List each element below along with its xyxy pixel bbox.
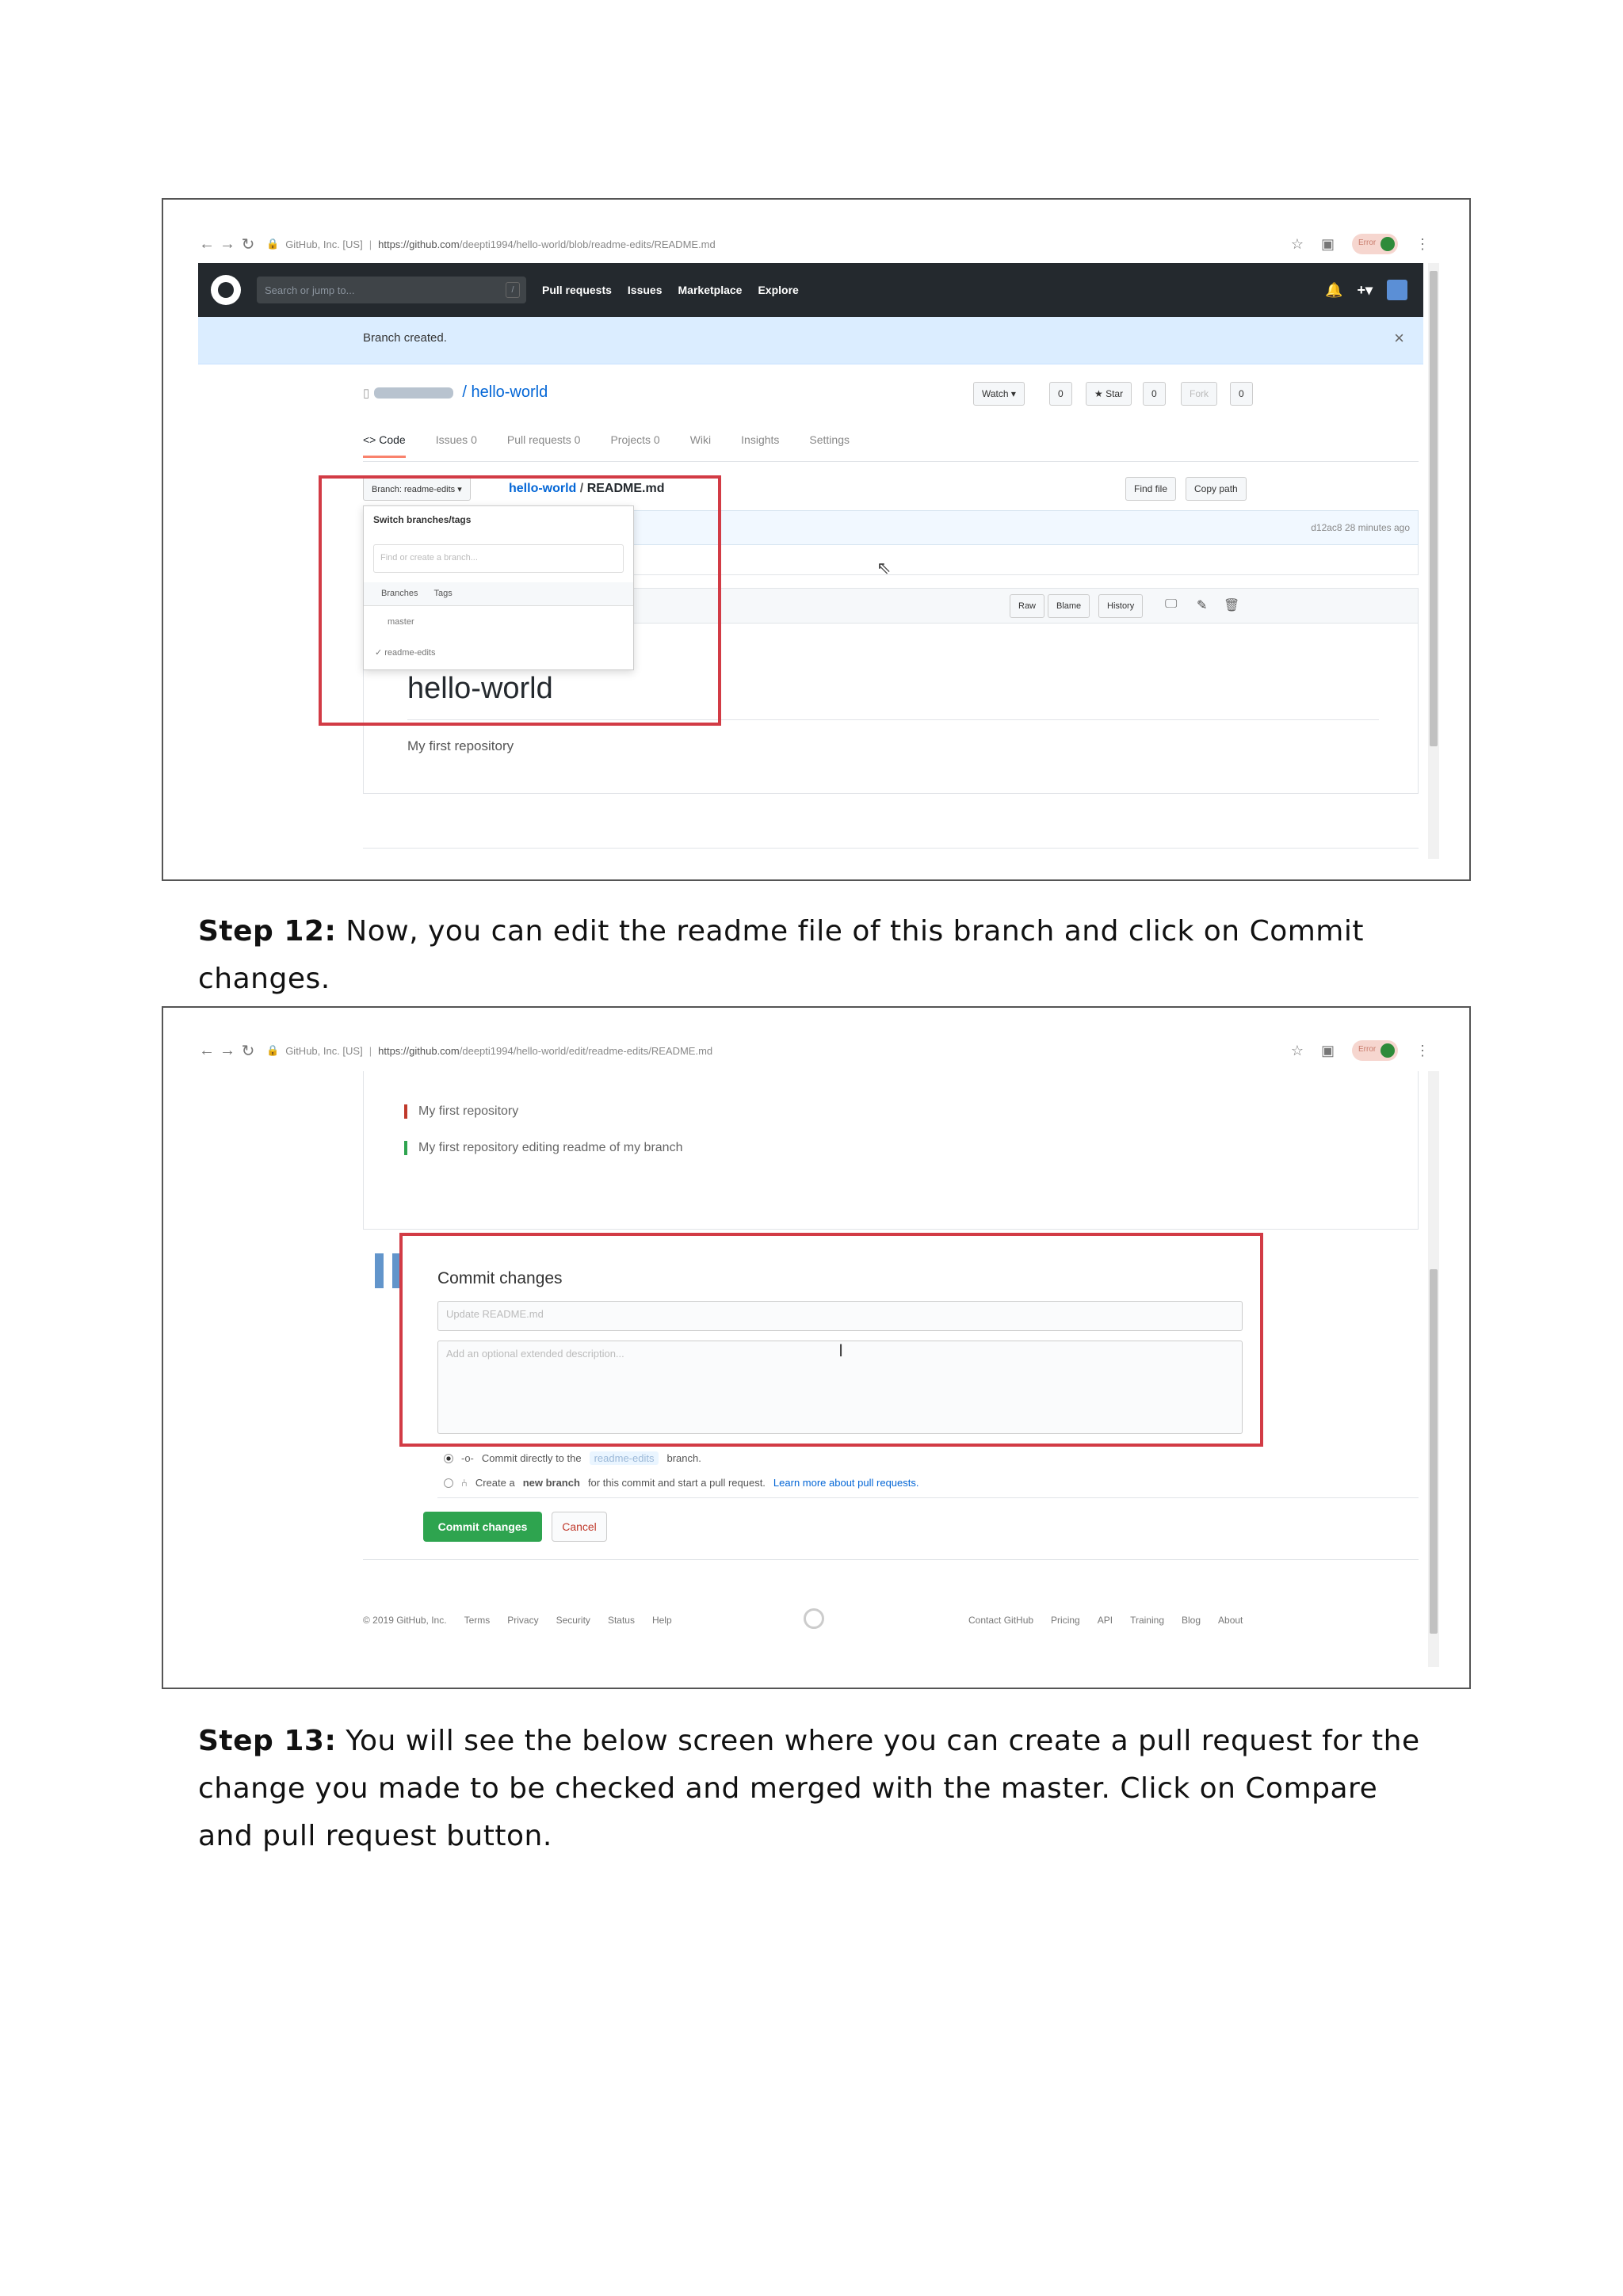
browser-actions [1291,234,1430,254]
git-pull-request-icon: ⑃ [461,1477,468,1489]
copy-path-button[interactable]: Copy path [1186,477,1247,501]
search-shortcut-key: / [506,282,520,298]
branch-item-readme-edits[interactable]: ✓ readme-edits [375,648,436,658]
option-new-suffix: for this commit and start a pull request. [587,1477,766,1489]
flash-banner [198,317,1423,364]
footer-copyright: © 2019 GitHub, Inc. [363,1615,447,1626]
text-cursor-icon: I [838,1341,844,1360]
profile-avatar [1381,1043,1395,1058]
footer-left-links [363,1615,672,1626]
footer-blog[interactable]: Blog [1182,1615,1201,1626]
radio-new-branch[interactable] [444,1478,453,1488]
step-13-body: You will see the below screen where you can create a pull request for the change you made to be checked and merged with the master. Click on Compare and pull request button. [198,1725,1420,1852]
diff-line-added: My first repository editing readme of my branch [404,1141,682,1155]
nav-pull-requests[interactable]: Pull requests [542,284,612,296]
forward-arrow-icon[interactable]: → [220,235,235,253]
option-new-prefix: Create a [475,1477,515,1489]
star-bookmark-icon[interactable]: ☆ [1290,1042,1304,1058]
header-actions [1325,280,1407,300]
fork-count[interactable]: 0 [1230,382,1253,406]
github-mark-icon[interactable] [804,1608,824,1629]
form-bottom-divider [437,1497,1419,1498]
back-arrow-icon[interactable]: ← [199,1041,215,1059]
option-commit-direct[interactable] [444,1451,701,1465]
profile-avatar [1381,237,1395,251]
header-nav [542,284,799,296]
star-bookmark-icon[interactable]: ☆ [1290,235,1304,252]
url-host: https://github.com [378,1044,460,1057]
desktop-icon[interactable]: 🖵 [1165,597,1178,611]
github-logo-icon[interactable] [211,275,241,305]
footer-privacy[interactable]: Privacy [507,1615,539,1626]
diff-line-removed: My first repository [404,1104,518,1119]
commit-summary-input[interactable]: Update README.md [437,1301,1243,1331]
repo-icon: ▯ [363,387,370,400]
radio-commit-direct[interactable] [444,1454,453,1463]
tab-pull-requests[interactable]: Pull requests 0 [506,433,581,446]
highlight-box-commit [399,1233,1263,1447]
find-file-button[interactable]: Find file [1125,477,1176,501]
step-13-text [198,1718,1434,1860]
readme-body: My first repository [407,738,514,753]
scrollbar-thumb[interactable] [1430,271,1438,746]
profile-label: Error [1358,1045,1377,1054]
tab-settings[interactable]: Settings [809,433,850,446]
create-plus-icon[interactable]: +▾ [1357,281,1373,298]
dropdown-tab-tags[interactable]: Tags [433,589,453,598]
step-13-label: Step 13: [198,1725,337,1757]
address-bar[interactable] [258,232,1275,256]
watch-count[interactable]: 0 [1049,382,1072,406]
footer-help[interactable]: Help [651,1615,672,1626]
browser-toolbar [197,1033,1430,1068]
star-count[interactable]: 0 [1143,382,1166,406]
nav-issues[interactable]: Issues [627,284,663,296]
tab-code[interactable]: <> Code [363,433,406,458]
footer-security[interactable]: Security [556,1615,590,1626]
footer-terms[interactable]: Terms [464,1615,491,1626]
back-arrow-icon[interactable]: ← [199,235,215,253]
blame-button[interactable]: Blame [1048,594,1090,618]
commit-info: d12ac8 28 minutes ago [1311,522,1410,533]
lock-icon: 🔒 [266,1044,280,1056]
address-bar[interactable] [258,1039,1275,1062]
breadcrumb-filename: README.md [586,482,665,495]
search-input[interactable] [257,277,526,303]
scrollbar-thumb[interactable] [1430,1269,1438,1634]
option-direct-prefix: Commit directly to the [481,1452,582,1464]
reload-icon[interactable]: ↻ [241,1042,255,1060]
profile-button[interactable] [1352,1040,1398,1061]
commit-changes-button[interactable]: Commit changes [423,1512,542,1542]
forward-arrow-icon[interactable]: → [220,1041,235,1059]
footer-contact[interactable]: Contact GitHub [968,1615,1034,1626]
fork-button[interactable]: Fork [1181,382,1217,406]
option-new-bold: new branch [522,1477,580,1489]
option-direct-suffix: branch. [666,1452,701,1464]
readme-heading: hello-world [407,672,553,705]
step-12-body: Now, you can edit the readme file of this branch and click on Commit changes. [198,915,1364,995]
flash-message: Branch created. [363,331,447,345]
footer-pricing[interactable]: Pricing [1051,1615,1080,1626]
footer-status[interactable]: Status [607,1615,635,1626]
extension-icon[interactable]: ▣ [1320,235,1335,252]
address-separator: | [369,238,372,250]
commit-title: Commit changes [437,1269,563,1287]
repo-owner-blurred [374,387,453,399]
highlight-box-branch [319,475,721,726]
tab-insights[interactable]: Insights [741,433,780,446]
scrollbar[interactable] [1428,1071,1439,1667]
url-host: https://github.com [378,238,460,250]
branch-filter-input[interactable]: Find or create a branch... [373,544,624,573]
committer-avatar [366,1253,401,1288]
scrollbar[interactable] [1428,263,1439,859]
footer-right-links [968,1615,1243,1626]
footer-about[interactable]: About [1218,1615,1243,1626]
page-bottom-divider [363,848,1419,849]
menu-kebab-icon[interactable]: ⋮ [1415,235,1430,252]
trash-icon[interactable]: 🗑 [1224,599,1240,612]
github-header [198,263,1423,317]
history-button[interactable]: History [1098,594,1143,618]
url-path: /deepti1994/hello-world/blob/readme-edits/README.md [459,238,716,250]
repo-title [363,383,548,402]
step-12-text [198,908,1434,1003]
footer-training[interactable]: Training [1130,1615,1164,1626]
repo-tabs [363,433,850,458]
notification-bell-icon[interactable]: 🔔 [1325,281,1343,298]
star-button[interactable]: ★ Star [1086,382,1132,406]
tab-issues[interactable]: Issues 0 [435,433,477,446]
lock-icon: 🔒 [266,238,280,250]
dropdown-title: Switch branches/tags [373,514,472,525]
nav-explore[interactable]: Explore [758,284,799,296]
repo-name-link[interactable]: / hello-world [462,383,548,401]
option-direct-branch: readme-edits [590,1451,659,1465]
footer-api[interactable]: API [1097,1615,1113,1626]
profile-button[interactable] [1352,234,1398,254]
user-avatar[interactable] [1387,280,1407,300]
menu-kebab-icon[interactable]: ⋮ [1415,1042,1430,1058]
breadcrumb-repo-link[interactable]: hello-world [509,482,577,495]
site-badge: GitHub, Inc. [US] [285,238,363,250]
browser-actions [1291,1040,1430,1061]
mouse-cursor-icon: ⇖ [876,558,892,578]
reload-icon[interactable]: ↻ [241,235,255,254]
screenshot-commit-changes [162,1006,1471,1689]
search-placeholder: Search or jump to... [265,284,355,296]
tab-wiki[interactable]: Wiki [689,433,712,446]
raw-button[interactable]: Raw [1010,594,1044,618]
dropdown-tab-branches[interactable]: Branches [381,589,418,598]
branch-item-master[interactable]: master [388,617,414,627]
browser-toolbar [197,227,1430,261]
branch-select-button[interactable]: Branch: readme-edits ▾ [363,477,471,501]
nav-marketplace[interactable]: Marketplace [678,284,743,296]
breadcrumb-separator: / [579,482,584,495]
watch-button[interactable]: Watch ▾ [973,382,1025,406]
commit-description-textarea[interactable]: Add an optional extended description... [437,1341,1243,1434]
address-separator: | [369,1044,372,1057]
close-icon[interactable]: × [1394,328,1404,348]
cancel-button[interactable]: Cancel [552,1512,607,1542]
tab-projects[interactable]: Projects 0 [610,433,660,446]
option-new-branch[interactable] [444,1477,918,1489]
step-12-label: Step 12: [198,915,337,948]
screenshot-branch-created [162,198,1471,881]
footer-divider [363,1559,1419,1560]
pencil-edit-icon[interactable]: ✎ [1197,599,1208,612]
extension-icon[interactable]: ▣ [1320,1042,1335,1058]
profile-label: Error [1358,238,1377,247]
learn-more-link[interactable]: Learn more about pull requests. [773,1477,919,1489]
site-badge: GitHub, Inc. [US] [285,1044,363,1057]
url-path: /deepti1994/hello-world/edit/readme-edits/README.md [459,1044,713,1057]
git-commit-icon: -o- [461,1452,474,1464]
tabs-divider [363,461,1419,462]
